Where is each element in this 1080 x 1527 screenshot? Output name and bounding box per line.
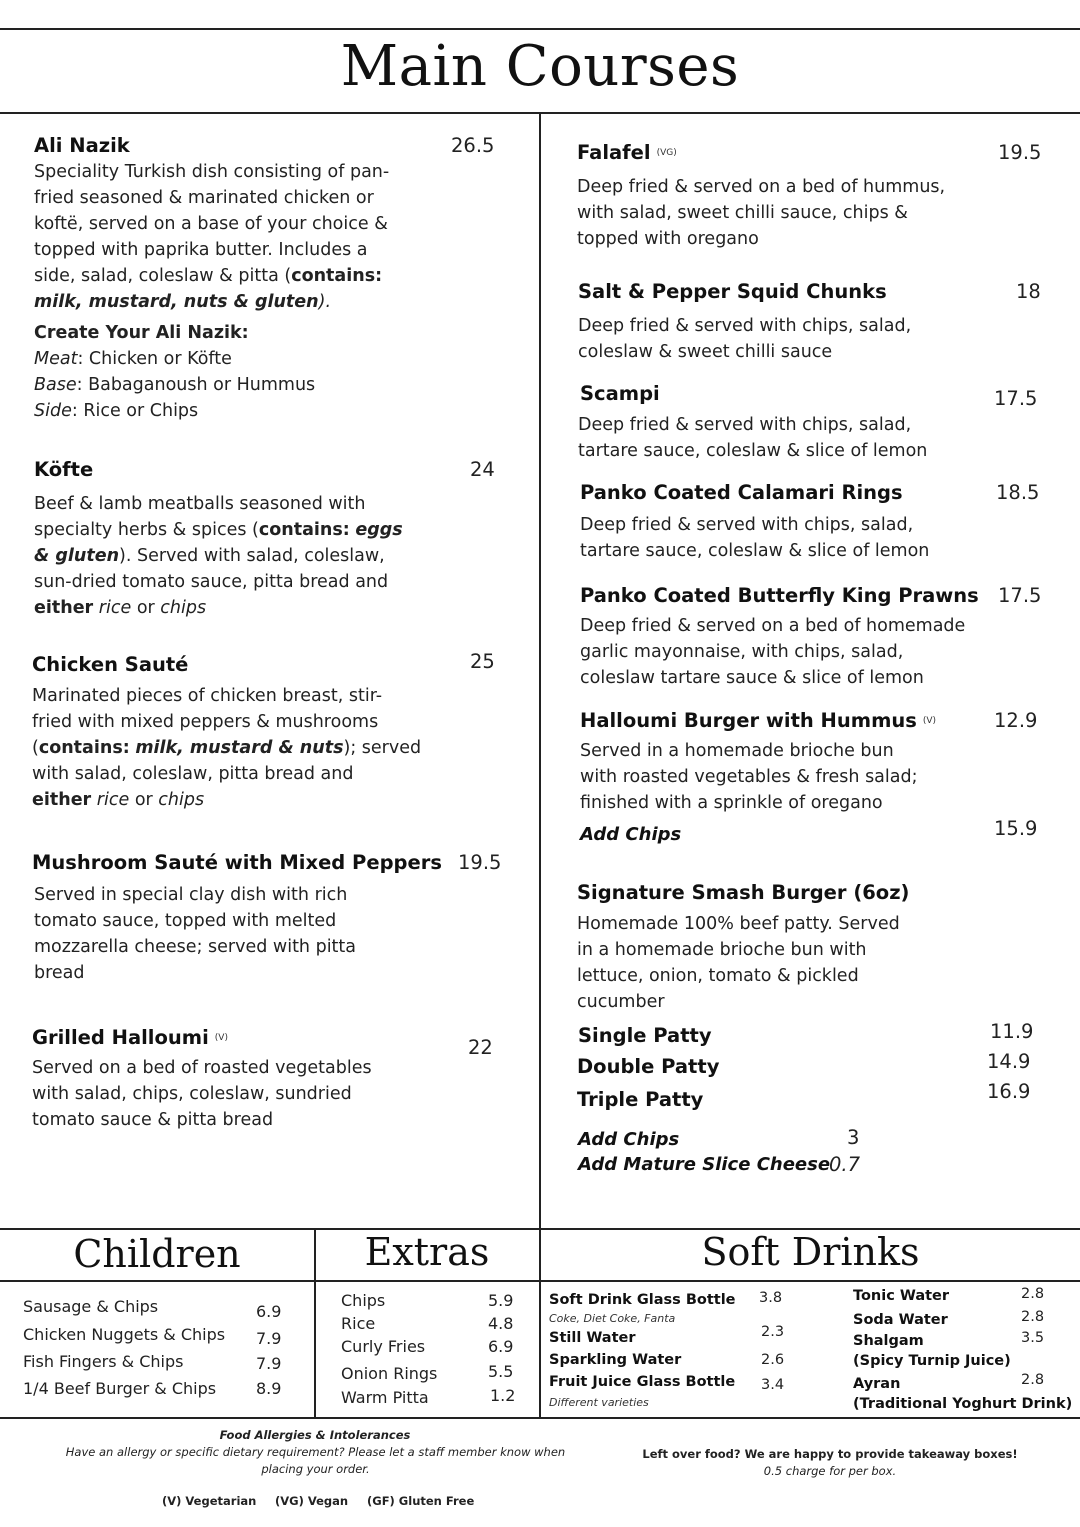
vegetarian-tag: (V) <box>214 1033 228 1043</box>
item-desc-grilled-halloumi: Served on a bed of roasted vegetables with salad, chips, coleslaw, sundried tomato sauce & pitta bread <box>32 1058 372 1130</box>
item-price-grilled-halloumi: 22 <box>468 1036 493 1059</box>
burger-addon-price: 3 <box>847 1126 860 1149</box>
takeaway-title: Left over food? We are happy to provide takeaway boxes! <box>642 1447 1018 1461</box>
item-name-squid-chunks: Salt & Pepper Squid Chunks <box>578 280 887 303</box>
drink-name: Soda Water <box>853 1312 948 1328</box>
item-desc-falafel: Deep fried & served on a bed of hummus, with salad, sweet chilli sauce, chips & topped with oregano <box>577 177 946 249</box>
extras-item-price: 1.2 <box>490 1386 516 1405</box>
top-rule <box>0 28 1080 30</box>
drink-name: Soft Drink Glass Bottle <box>549 1292 736 1308</box>
drink-note: Coke, Diet Coke, Fanta <box>549 1312 676 1325</box>
legend-vegan: (VG) Vegan <box>275 1494 349 1508</box>
extras-item-name: Warm Pitta <box>341 1388 429 1407</box>
extras-item-price: 5.9 <box>488 1291 514 1310</box>
drink-name: Tonic Water <box>853 1288 950 1304</box>
column-divider <box>539 113 541 1419</box>
legend-gluten-free: (GF) Gluten Free <box>367 1494 475 1508</box>
item-name-calamari-rings: Panko Coated Calamari Rings <box>580 481 903 504</box>
item-name-halloumi-burger: Halloumi Burger with Hummus $^{(V)}$ <box>580 709 937 732</box>
item-desc-kofte: Beef & lamb meatballs seasoned with specialty herbs & spices (contains: eggs & gluten). Served with salad, coleslaw, sun-dried tomato sauce, pitta bread and either rice or chips <box>34 494 403 618</box>
item-desc-squid-chunks: Deep fried & served with chips, salad, coleslaw & sweet chilli sauce <box>578 316 912 362</box>
item-name-falafel: Falafel $^{(VG)}$ <box>577 141 677 164</box>
drink-name: Sparkling Water <box>549 1352 682 1368</box>
section-title-rule <box>0 1280 1080 1282</box>
halloumi-burger-addon: Add Chips <box>580 824 682 845</box>
ali-nazik-options: Create Your Ali Nazik: Meat: Chicken or Köfte Base: Babaganoush or Hummus Side: Rice or Chips <box>34 323 316 421</box>
allergy-title: Food Allergies & Intolerances <box>219 1428 411 1442</box>
legend-vegetarian: (V) Vegetarian <box>162 1494 257 1508</box>
item-name-smash-burger: Signature Smash Burger (6oz) <box>577 881 910 904</box>
allergy-text: Have an allergy or specific dietary requirement? Please let a staff member know when placing your order. <box>65 1445 566 1476</box>
burger-option-name: Double Patty <box>577 1055 720 1078</box>
burger-addon-name: Add Chips <box>578 1129 680 1150</box>
extras-item-price: 5.5 <box>488 1362 514 1381</box>
drink-price: 3.4 <box>761 1377 785 1393</box>
vegan-tag: (VG) <box>656 148 677 158</box>
item-name-kofte: Köfte <box>34 458 94 481</box>
item-price-kofte: 24 <box>470 458 495 481</box>
item-desc-mushroom-saute: Served in special clay dish with rich tomato sauce, topped with melted mozzarella cheese; served with pitta bread <box>34 885 357 983</box>
extras-item-name: Onion Rings <box>341 1364 438 1383</box>
footer-rule <box>0 1417 1080 1419</box>
item-desc-ali-nazik: Speciality Turkish dish consisting of pan- fried seasoned & marinated chicken or koftë, served on a base of your choice & topped with paprika butter. Includes a side, salad, coleslaw & pitta (contains: milk, mustard, nuts & gluten). <box>34 162 390 312</box>
item-price-mushroom-saute: 19.5 <box>458 851 502 874</box>
item-name-mushroom-saute: Mushroom Sauté with Mixed Peppers <box>32 851 442 874</box>
burger-option-price: 11.9 <box>990 1020 1034 1043</box>
item-price-ali-nazik: 26.5 <box>451 134 495 157</box>
item-price-falafel: 19.5 <box>998 141 1042 164</box>
burger-option-price: 16.9 <box>987 1080 1031 1103</box>
drink-price: 2.8 <box>1021 1286 1045 1302</box>
item-price-halloumi-burger: 12.9 <box>994 709 1038 732</box>
item-name-scampi: Scampi <box>580 382 660 405</box>
burger-addon-price: 0.7 <box>829 1153 861 1176</box>
burger-addon-name: Add Mature Slice Cheese <box>578 1154 831 1175</box>
children-item-name: Fish Fingers & Chips <box>23 1352 184 1371</box>
item-desc-king-prawns: Deep fried & served on a bed of homemade garlic mayonnaise, with chips, salad, coleslaw tartare sauce & slice of lemon <box>580 616 966 688</box>
children-item-price: 8.9 <box>256 1379 282 1398</box>
item-price-king-prawns: 17.5 <box>998 584 1042 607</box>
item-desc-smash-burger: Homemade 100% beef patty. Served in a homemade brioche bun with lettuce, onion, tomato & pickled cucumber <box>577 914 900 1012</box>
item-price-scampi: 17.5 <box>994 387 1038 410</box>
drink-note: Different varieties <box>549 1396 649 1409</box>
children-item-name: 1/4 Beef Burger & Chips <box>23 1379 217 1398</box>
item-name-chicken-saute: Chicken Sauté <box>32 653 189 676</box>
vegetarian-tag: (V) <box>922 716 937 726</box>
extras-item-name: Curly Fries <box>341 1337 426 1356</box>
burger-option-name: Single Patty <box>578 1024 712 1047</box>
children-title: Children <box>73 1232 241 1276</box>
extras-item-price: 4.8 <box>488 1314 514 1333</box>
drink-name: Ayran <box>853 1376 901 1392</box>
drink-subname: (Traditional Yoghurt Drink) <box>853 1396 1073 1412</box>
item-desc-halloumi-burger: Served in a homemade brioche bun with roasted vegetables & fresh salad; finished with a sprinkle of oregano <box>580 741 918 813</box>
drink-price: 3.5 <box>1021 1330 1045 1346</box>
item-price-squid-chunks: 18 <box>1016 280 1041 303</box>
drink-price: 3.8 <box>759 1290 783 1306</box>
children-item-name: Sausage & Chips <box>23 1297 159 1316</box>
burger-option-price: 14.9 <box>987 1050 1031 1073</box>
children-item-price: 6.9 <box>256 1302 282 1321</box>
drink-name: Shalgam <box>853 1333 924 1349</box>
item-price-chicken-saute: 25 <box>470 650 495 673</box>
page-title: Main Courses <box>340 34 740 99</box>
extras-title: Extras <box>364 1230 490 1274</box>
item-desc-calamari-rings: Deep fried & served with chips, salad, tartare sauce, coleslaw & slice of lemon <box>580 515 930 561</box>
drink-price: 2.3 <box>761 1324 785 1340</box>
item-desc-chicken-saute: Marinated pieces of chicken breast, stir- fried with mixed peppers & mushrooms (contains: milk, mustard & nuts); served with salad, coleslaw, pitta bread and either rice or chips <box>32 686 422 810</box>
extras-item-name: Rice <box>341 1314 376 1333</box>
item-name-king-prawns: Panko Coated Butterfly King Prawns <box>580 584 979 607</box>
extras-item-name: Chips <box>341 1291 386 1310</box>
drink-subname: (Spicy Turnip Juice) <box>853 1353 1011 1369</box>
drink-price: 2.6 <box>761 1352 785 1368</box>
item-name-grilled-halloumi: Grilled Halloumi $^{(V)}$ <box>32 1026 228 1049</box>
item-name-ali-nazik: Ali Nazik <box>34 134 130 157</box>
drink-name: Still Water <box>549 1330 636 1346</box>
halloumi-burger-addon-price: 15.9 <box>994 817 1038 840</box>
takeaway-note: 0.5 charge for per box. <box>763 1464 897 1478</box>
children-item-price: 7.9 <box>256 1354 282 1373</box>
item-desc-scampi: Deep fried & served with chips, salad, tartare sauce, coleslaw & slice of lemon <box>578 415 928 461</box>
children-item-price: 7.9 <box>256 1329 282 1348</box>
drink-price: 2.8 <box>1021 1372 1045 1388</box>
extras-item-price: 6.9 <box>488 1337 514 1356</box>
item-price-calamari-rings: 18.5 <box>996 481 1040 504</box>
soft-drinks-title: Soft Drinks <box>701 1230 920 1274</box>
burger-option-name: Triple Patty <box>577 1088 704 1111</box>
drink-price: 2.8 <box>1021 1309 1045 1325</box>
drink-name: Fruit Juice Glass Bottle <box>549 1374 736 1390</box>
children-item-name: Chicken Nuggets & Chips <box>23 1325 226 1344</box>
